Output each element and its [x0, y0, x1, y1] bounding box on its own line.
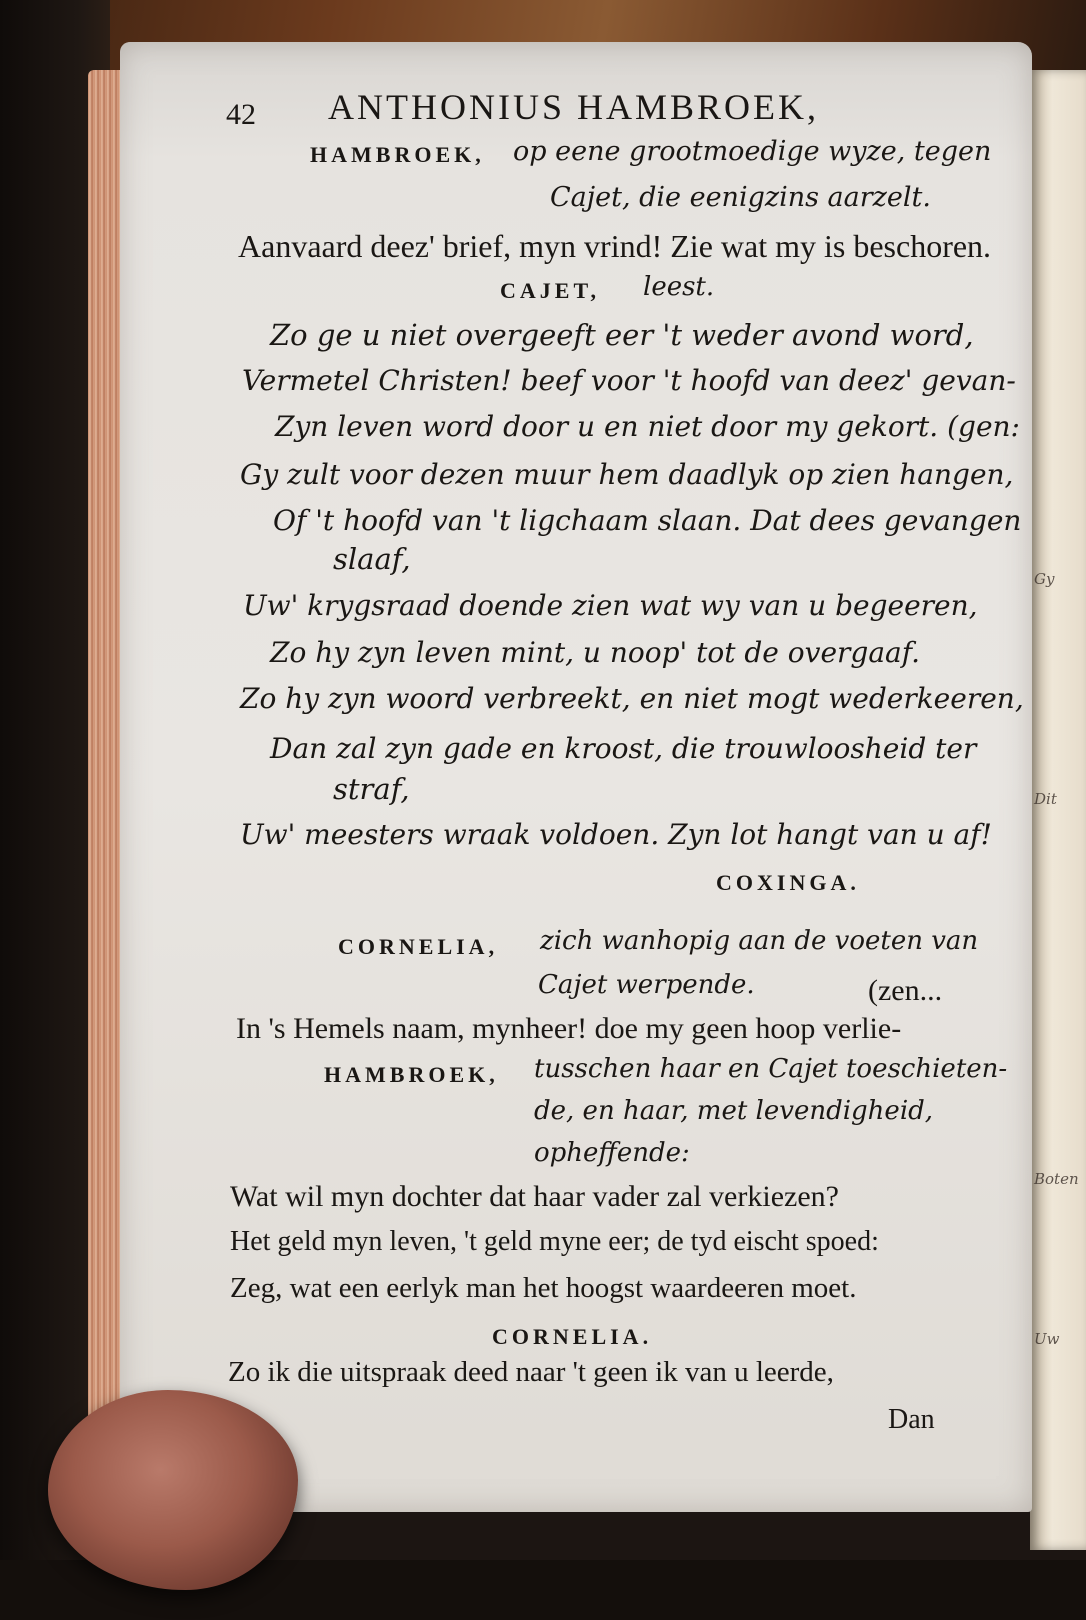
verse-line: Zo ge u niet overgeeft eer 't weder avond word,: [270, 318, 974, 352]
facing-page: Gy Dit Boten Uw: [1030, 70, 1086, 1550]
verse-line: Of 't hoofd van 't ligchaam slaan. Dat dees gevangen: [273, 504, 1022, 537]
stage-direction: opheffende:: [534, 1138, 690, 1168]
verse-line-turnover: straf,: [333, 772, 410, 806]
verse-line: Uw' meesters wraak voldoen. Zyn lot hangt van u af!: [240, 818, 992, 851]
verse-line: In 's Hemels naam, mynheer! doe my geen hoop verlie-: [236, 1012, 902, 1045]
verse-turnover: (zen...: [868, 974, 943, 1007]
book-page: [120, 42, 1032, 1512]
verse-line: Wat wil myn dochter dat haar vader zal verkiezen?: [230, 1180, 839, 1213]
speaker-cornelia: CORNELIA,: [338, 934, 499, 959]
verse-line: Dan zal zyn gade en kroost, die trouwloosheid ter: [270, 732, 977, 765]
page-number: 42: [226, 98, 256, 131]
stage-direction: leest.: [643, 272, 715, 302]
stage-direction: op eene grootmoedige wyze, tegen: [513, 136, 992, 167]
stage-direction: zich wanhopig aan de voeten van: [540, 926, 979, 956]
verse-line: Gy zult voor dezen muur hem daadlyk op zien hangen,: [240, 458, 1014, 491]
verse-line-turnover: slaaf,: [333, 542, 411, 576]
stage-direction: Cajet, die eenigzins aarzelt.: [550, 182, 931, 213]
verse-line: Zyn leven word door u en niet door my gekort. (gen:: [275, 410, 1020, 443]
stage-direction: Cajet werpende.: [538, 970, 755, 1000]
catchword: Dan: [888, 1404, 935, 1435]
speaker-hambroek: HAMBROEK,: [324, 1062, 499, 1087]
verse-line: Uw' krygsraad doende zien wat wy van u begeeren,: [243, 589, 978, 622]
verse-line: Zeg, wat een eerlyk man het hoogst waardeeren moet.: [230, 1272, 857, 1304]
running-head: ANTHONIUS HAMBROEK,: [328, 87, 820, 127]
verse-line: Aanvaard deez' brief, myn vrind! Zie wat my is beschoren.: [238, 228, 992, 264]
verse-line: Het geld myn leven, 't geld myne eer; de tyd eischt spoed:: [230, 1226, 879, 1257]
stage-direction: tusschen haar en Cajet toeschieten-: [534, 1054, 1008, 1084]
verse-line: Zo ik die uitspraak deed naar 't geen ik van u leerde,: [228, 1356, 834, 1388]
speaker-coxinga: COXINGA.: [716, 870, 860, 895]
verse-line: Vermetel Christen! beef voor 't hoofd van deez' gevan-: [242, 364, 1016, 397]
speaker-cajet: CAJET,: [500, 278, 600, 303]
speaker-cornelia: CORNELIA.: [492, 1324, 653, 1349]
verse-line: Zo hy zyn leven mint, u noop' tot de overgaaf.: [270, 636, 920, 669]
speaker-hambroek: HAMBROEK,: [310, 142, 485, 167]
stage-direction: de, en haar, met levendigheid,: [534, 1096, 934, 1126]
verse-line: Zo hy zyn woord verbreekt, en niet mogt wederkeeren,: [240, 682, 1024, 715]
